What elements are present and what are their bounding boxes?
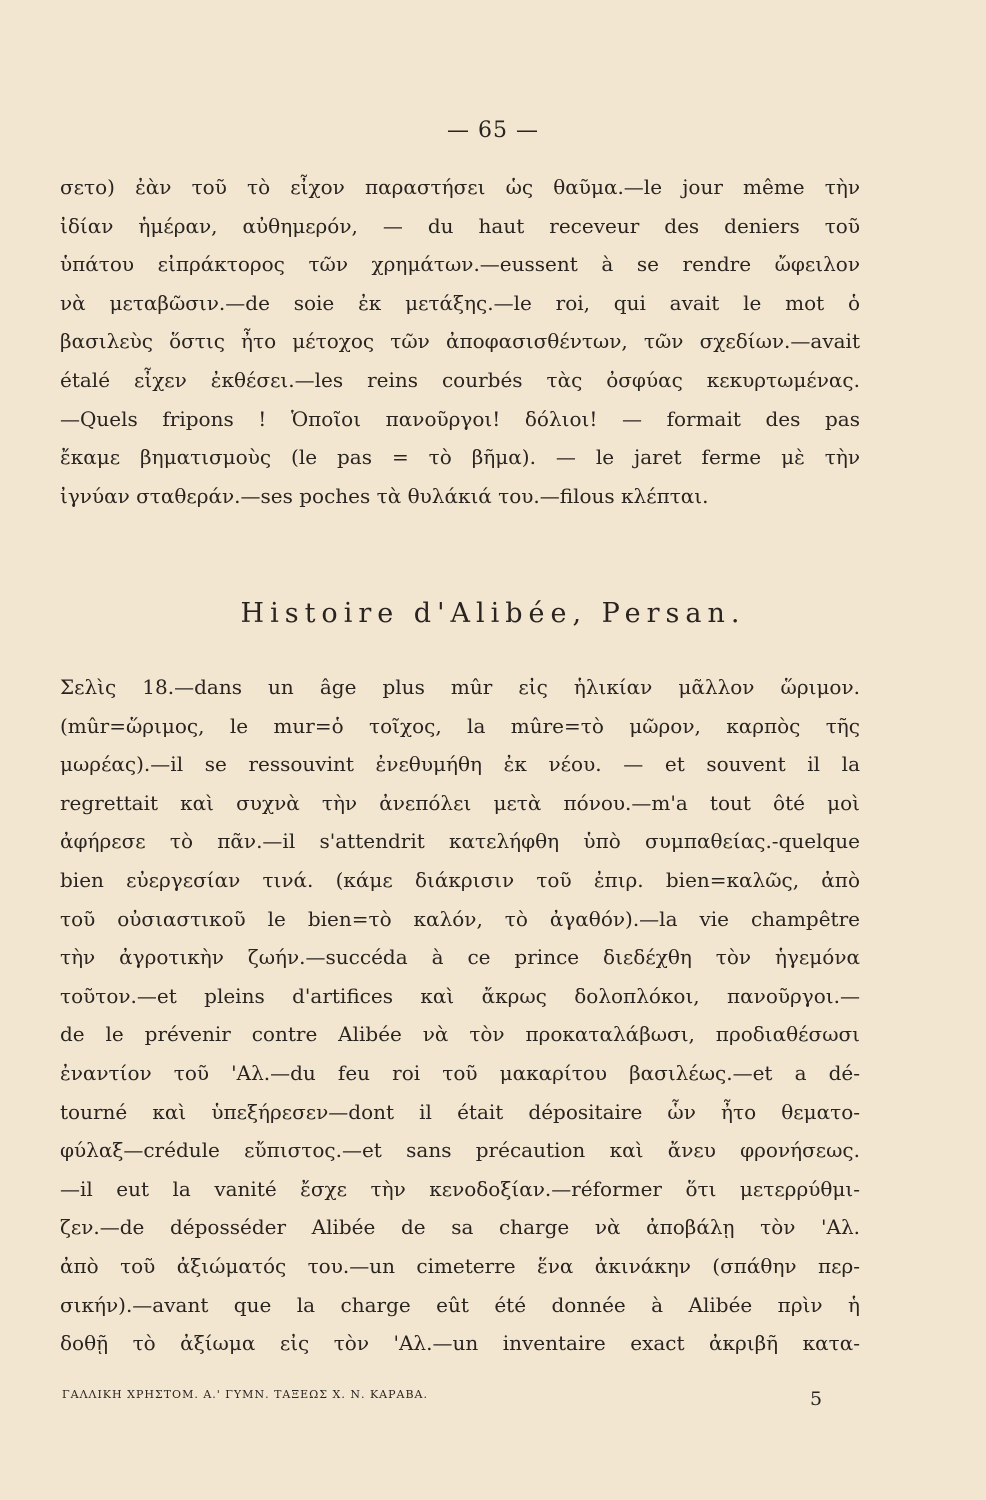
- text-line: Σελὶς 18.—dans un âge plus mûr εἰς ἡλικίαν μᾶλλον ὥριμον.: [60, 675, 860, 699]
- text-line: ἰγνύαν σταθεράν.—ses poches τὰ θυλάκιά του.—filous κλέπται.: [60, 483, 709, 508]
- text-line: σικήν).—avant que la charge eût été donnée à Alibée πρὶν ἡ: [60, 1292, 860, 1317]
- text-line: —Quels fripons ! Ὁποῖοι πανοῦργοι! δόλιοι! — formait des pas: [60, 406, 860, 431]
- text-line: ἰδίαν ἡμέραν, αὐθημερόν, — du haut receveur des deniers τοῦ: [60, 213, 860, 238]
- signature-mark: 5: [810, 1388, 823, 1410]
- text-line: τοῦτον.—et pleins d'artifices καὶ ἄκρως δολοπλόκοι, πανοῦργοι.—: [60, 983, 860, 1008]
- text-line: βασιλεὺς ὅστις ἦτο μέτοχος τῶν ἀποφασισθέντων, τῶν σχεδίων.—avait: [60, 329, 860, 354]
- text-line: ἔκαμε βηματισμοὺς (le pas = τὸ βῆμα). — le jaret ferme μὲ τὴν: [60, 445, 860, 470]
- text-line: regrettait καὶ συχνὰ τὴν ἀνεπόλει μετὰ πόνου.—m'a tout ôté μοὶ: [60, 790, 860, 815]
- text-line: ἀφήρεσε τὸ πᾶν.—il s'attendrit κατελήφθη ὑπὸ συμπαθείας.-quelque: [60, 829, 860, 854]
- page-number: — 65 —: [447, 118, 539, 143]
- section-title: Histoire d'Alibée, Persan.: [240, 598, 746, 629]
- text-line: —il eut la vanité ἔσχε τὴν κενοδοξίαν.—réformer ὅτι μετερρύθμι-: [60, 1176, 860, 1201]
- text-line: νὰ μεταβῶσιν.—de soie ἐκ μετάξης.—le roi, qui avait le mot ὁ: [60, 290, 860, 315]
- text-line: (mûr=ὥριμος, le mur=ὁ τοῖχος, la mûre=τὸ μῶρον, καρπὸς τῆς: [60, 713, 860, 738]
- text-line: de le prévenir contre Alibée νὰ τὸν προκαταλάβωσι, προδιαθέσωσι: [60, 1022, 860, 1047]
- footer-imprint: ΓΑΛΛΙΚΗ ΧΡΗΣΤΟΜ. Α.' ΓΥΜΝ. ΤΑΞΕΩΣ Χ. Ν. ΚΑΡΑΒΑ.: [62, 1388, 428, 1401]
- text-line: ζεν.—de déposséder Alibée de sa charge νὰ ἀποβάλῃ τὸν 'Αλ.: [60, 1215, 860, 1240]
- text-line: μωρέας).—il se ressouvint ἐνεθυμήθη ἐκ νέου. — et souvent il la: [60, 752, 860, 777]
- text-line: ἐναντίον τοῦ 'Αλ.—du feu roi τοῦ μακαρίτου βασιλέως.—et a dé-: [60, 1060, 860, 1085]
- section-text-block: [60, 668, 860, 1363]
- text-line: ὑπάτου εἰπράκτορος τῶν χρημάτων.—eussent à se rendre ὤφειλον: [60, 252, 860, 277]
- top-text-block: [60, 168, 860, 515]
- text-line: ἀπὸ τοῦ ἀξιώματός του.—un cimeterre ἕνα ἀκινάκην (σπάθην περ-: [60, 1253, 860, 1278]
- text-line: τὴν ἀγροτικὴν ζωήν.—succéda à ce prince διεδέχθη τὸν ἡγεμόνα: [60, 945, 860, 970]
- text-line: bien εὐεργεσίαν τινά. (κάμε διάκρισιν τοῦ ἐπιρ. bien=καλῶς, ἀπὸ: [60, 867, 860, 892]
- text-line: τοῦ οὐσιαστικοῦ le bien=τὸ καλόν, τὸ ἀγαθόν).—la vie champêtre: [60, 906, 860, 931]
- text-line: tourné καὶ ὑπεξήρεσεν—dont il était dépositaire ὧν ἦτο θεματο-: [60, 1099, 860, 1124]
- text-line: étalé εἶχεν ἐκθέσει.—les reins courbés τὰς ὀσφύας κεκυρτωμένας.: [60, 367, 860, 392]
- text-line: σετο) ἐὰν τοῦ τὸ εἶχον παραστήσει ὡς θαῦμα.—le jour même τὴν: [60, 175, 860, 199]
- text-line: φύλαξ—crédule εὔπιστος.—et sans précaution καὶ ἄνευ φρονήσεως.: [60, 1138, 860, 1163]
- text-line: δοθῇ τὸ ἀξίωμα εἰς τὸν 'Αλ.—un inventaire exact ἀκριβῆ κατα-: [60, 1331, 860, 1356]
